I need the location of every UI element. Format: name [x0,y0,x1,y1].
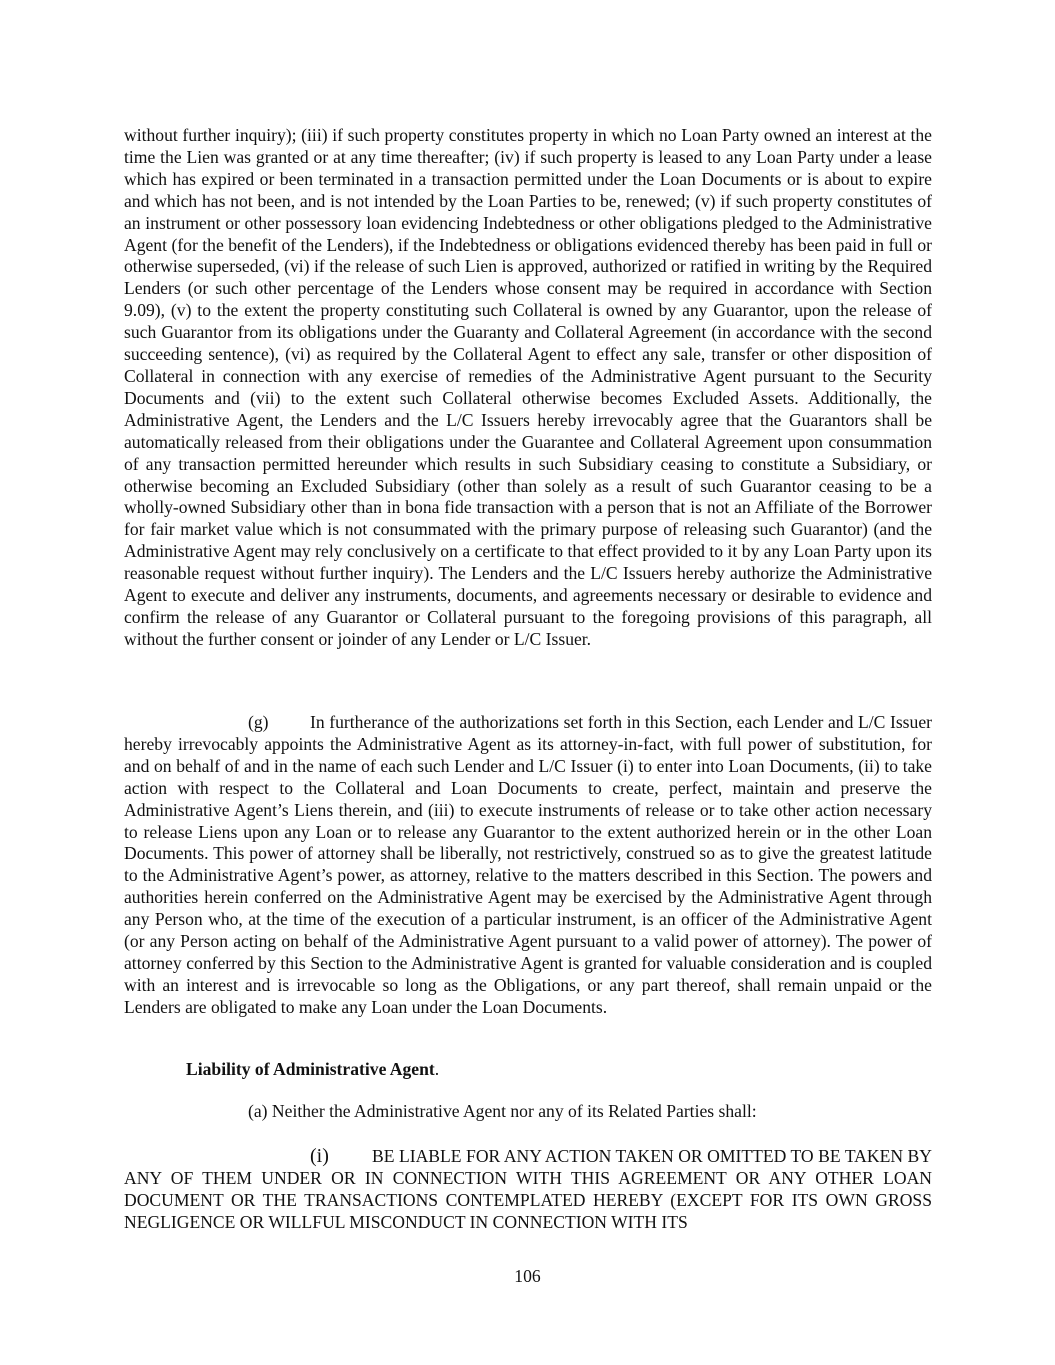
subsection-a: (a) Neither the Administrative Agent nor any of its Related Parties shall: [248,1101,757,1121]
clause-i [124,1146,932,1234]
paragraph-release-continued: without further inquiry); (iii) if such property constitutes property in which no Loan Party owned an interest at the time the Lien was granted or at any time thereafter; (iv) if such property is leased to any Loan Party under a lease which has expired or been terminated in a transaction permitted under the Loan Documents or is about to expire and which has not been, and is not intended by the Loan Parties to be, renewed; (v) if such property constitutes of an instrument or other possessory loan evidencing Indebtedness or other obligations pledged to the Administrative Agent (for the benefit of the Lenders), if the Indebtedness or obligations evidenced thereby has been paid in full or otherwise superseded, (vi) if the release of such Lien is approved, authorized or ratified in writing by the Required Lenders (or such other percentage of the Lenders whose consent may be required in accordance with Section 9.09), (v) to the extent the property constituting such Collateral is owned by any Guarantor, upon the release of such Guarantor from its obligations under the Guaranty and Collateral Agreement (in accordance with the second succeeding sentence), (vi) as required by the Collateral Agent to effect any sale, transfer or other disposition of Collateral in connection with any exercise of remedies of the Administrative Agent pursuant to the Security Documents and (vii) to the extent such Collateral otherwise becomes Excluded Assets. Additionally, the Administrative Agent, the Lenders and the L/C Issuers hereby irrevocably agree that the Guarantors shall be automatically released from their obligations under the Guarantee and Collateral Agreement upon consummation of any transaction permitted hereunder which results in such Subsidiary ceasing to constitute a Subsidiary, or otherwise becoming an Excluded Subsidiary (other than solely as a result of such Guarantor ceasing to be a wholly-owned Subsidiary other than in bona fide transaction with a person that is not an Affiliate of the Borrower for fair market value which is not consummated with the primary purpose of releasing such Guarantor) (and the Administrative Agent may rely conclusively on a certificate to that effect provided to it by any Loan Party upon its reasonable request without further inquiry). The Lenders and the L/C Issuers hereby authorize the Administrative Agent to execute and deliver any instruments, documents, and agreements necessary or desirable to evidence and confirm the release of any Guarantor or Collateral pursuant to the foregoing provisions of this paragraph, all without the further consent or joinder of any Lender or L/C Issuer. [124,125,932,649]
paragraph-g [124,712,932,1019]
clause-i-label: (i) [310,1145,329,1167]
clause-i-text: BE LIABLE FOR ANY ACTION TAKEN OR OMITTED TO BE TAKEN BY ANY OF THEM UNDER OR IN CONNECTION WITH THIS AGREEMENT OR ANY OTHER LOAN DOCUMENT OR THE TRANSACTIONS CONTEMPLATED HEREBY (EXCEPT FOR ITS OWN GROSS NEGLIGENCE OR WILLFUL MISCONDUCT IN CONNECTION WITH ITS [124,1146,932,1232]
section-heading [186,1059,439,1081]
section-heading-period: . [434,1059,440,1079]
paragraph-g-label: (g) [248,712,269,732]
paragraph-g-text: In furtherance of the authorizations set forth in this Section, each Lender and L/C Issuer hereby irrevocably appoints the Administrative Agent as its attorney-in-fact, with full power of substitution, for and on behalf of and in the name of each such Lender and L/C Issuer (i) to enter into Loan Documents, (ii) to take action with respect to the Collateral and Loan Documents to create, perfect, maintain and preserve the Administrative Agent’s Liens therein, and (iii) to execute instruments of release or to take other action necessary to release Liens upon any Loan or to release any Guarantor to the extent authorized herein or in the other Loan Documents. This power of attorney shall be liberally, not restrictively, construed so as to give the greatest latitude to the Administrative Agent’s power, as attorney, relative to the matters described in this Section. The powers and authorities herein conferred on the Administrative Agent may be exercised by the Administrative Agent through any Person who, at the time of the execution of a particular instrument, is an officer of the Administrative Agent (or any Person acting on behalf of the Administrative Agent pursuant to a valid power of attorney). The power of attorney conferred by this Section to the Administrative Agent is granted for valuable consideration and is coupled with an interest and is irrevocable so long as the Obligations, or any part thereof, shall remain unpaid or the Lenders are obligated to make any Loan under the Loan Documents. [124,712,932,1017]
page-number: 106 [514,1266,541,1286]
section-heading-title: Liability of Administrative Agent [186,1059,435,1079]
